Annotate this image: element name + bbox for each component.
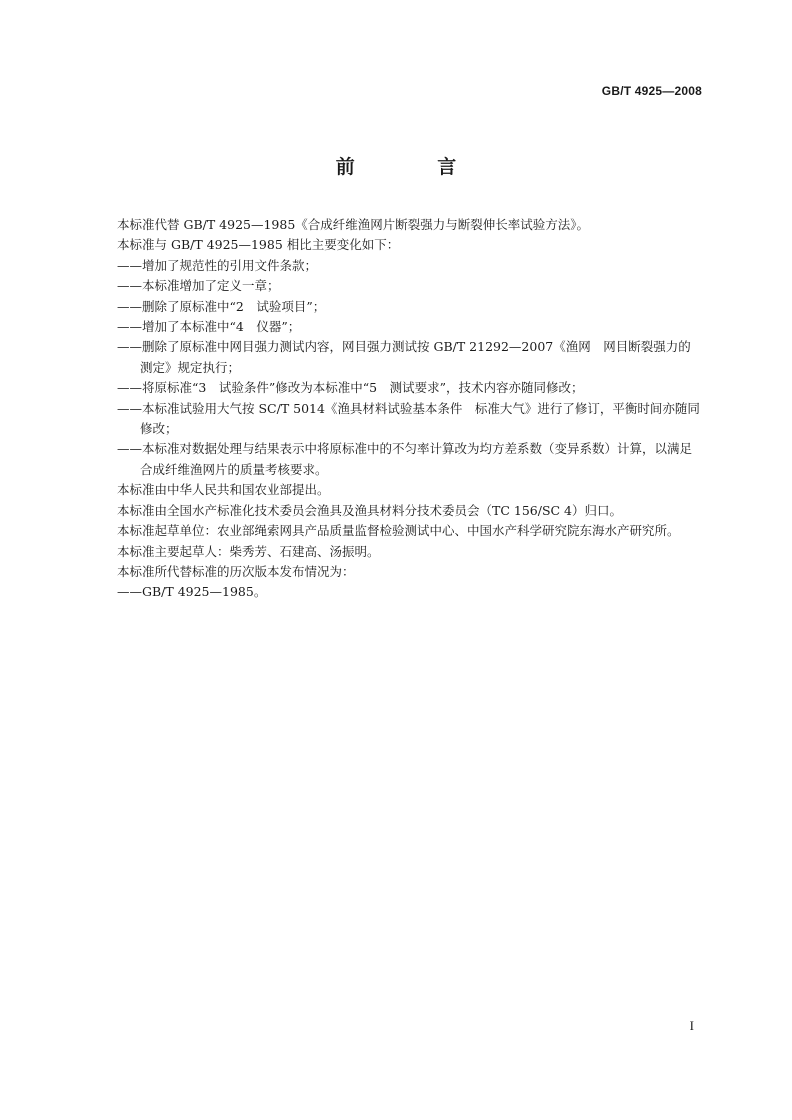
list-item: ——GB/T 4925—1985。 xyxy=(117,584,267,600)
list-item: ——增加了规范性的引用文件条款； xyxy=(117,257,318,273)
page-number: I xyxy=(689,1018,694,1033)
list-item: ——将原标准“3 试验条件”修改为本标准中“5 测试要求”，技术内容亦随同修改； xyxy=(117,380,584,396)
paragraph-replaces: 本标准代替 GB/T 4925—1985《合成纤维渔网片断裂强力与断裂伸长率试验方法》。 xyxy=(117,217,590,232)
paragraph-drafters: 本标准主要起草人：柴秀芳、石建高、汤振明。 xyxy=(117,543,380,559)
list-item: ——增加了本标准中“4 仪器”； xyxy=(117,319,301,335)
page-title: 前 言 xyxy=(335,156,495,178)
paragraph-changes-intro: 本标准与 GB/T 4925—1985 相比主要变化如下： xyxy=(117,237,400,253)
paragraph-drafting-units: 本标准起草单位：农业部绳索网具产品质量监督检验测试中心、中国水产科学研究院东海水产研究所。 xyxy=(117,523,680,539)
list-item: ——删除了原标准中网目强力测试内容，网目强力测试按 GB/T 21292—2007《渔网 网目断裂强力的测定》规定执行； xyxy=(117,339,691,375)
list-item: ——本标准增加了定义一章； xyxy=(117,278,280,294)
paragraph-committee: 本标准由全国水产标准化技术委员会渔具及渔具材料分技术委员会（TC 156/SC 4）归口。 xyxy=(117,502,623,518)
standard-number: GB/T 4925—2008 xyxy=(601,84,702,98)
list-item: ——删除了原标准中“2 试验项目”； xyxy=(117,298,326,314)
list-item: ——本标准试验用大气按 SC/T 5014《渔具材料试验基本条件 标准大气》进行了修订，平衡时间亦随同修改； xyxy=(117,400,700,437)
paragraph-history-intro: 本标准所代替标准的历次版本发布情况为： xyxy=(117,563,355,579)
list-item: ——本标准对数据处理与结果表示中将原标准中的不匀率计算改为均方差系数（变异系数）计算，以满足合成纤维渔网片的质量考核要求。 xyxy=(117,441,693,477)
paragraph-proposer: 本标准由中华人民共和国农业部提出。 xyxy=(117,482,330,498)
foreword-body xyxy=(89,215,703,603)
